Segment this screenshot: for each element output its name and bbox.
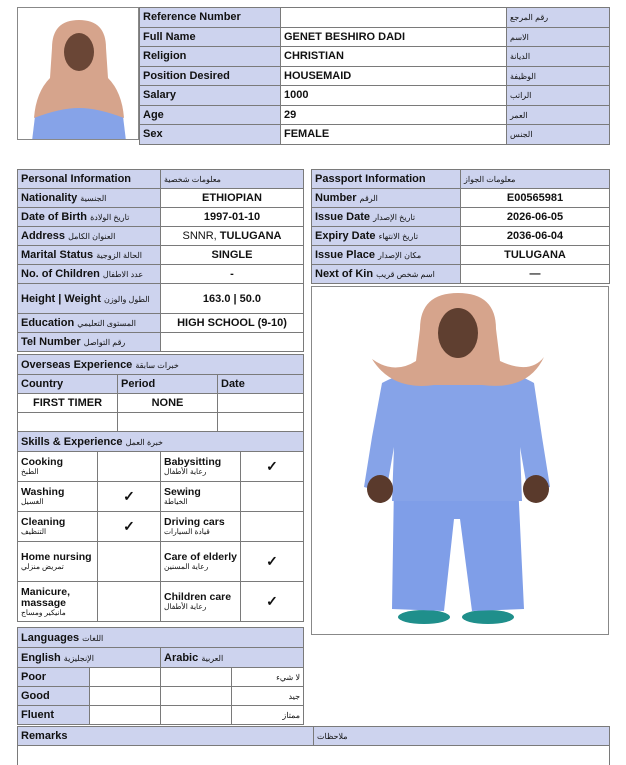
overseas-title: Overseas Experience bbox=[21, 358, 133, 371]
passport-label-ar: تاريخ الانتهاء bbox=[378, 232, 419, 241]
skills-title: Skills & Experience bbox=[21, 435, 123, 448]
personal-label bbox=[18, 265, 161, 284]
personal-label-ar: تاريخ الولادة bbox=[90, 213, 130, 222]
personal-label bbox=[18, 189, 161, 208]
skill-name bbox=[161, 512, 241, 542]
lang-arabic-level bbox=[161, 706, 232, 725]
top-label-ar bbox=[507, 105, 610, 125]
personal-value: ETHIOPIAN bbox=[161, 189, 304, 208]
lang-arabic-ar: العربية bbox=[201, 653, 224, 663]
lang-level-ar bbox=[232, 668, 304, 687]
personal-value: HIGH SCHOOL (9-10) bbox=[161, 314, 304, 333]
overseas-header-date: Date bbox=[218, 375, 304, 394]
skills-table bbox=[17, 431, 304, 622]
top-value: CHRISTIAN bbox=[281, 47, 507, 67]
passport-label-text: Issue Date bbox=[315, 211, 371, 223]
lang-level-ar bbox=[232, 706, 304, 725]
skill-name bbox=[18, 452, 98, 482]
lang-level-ar-text: ممتاز bbox=[282, 711, 301, 720]
passport-value: 2026-06-05 bbox=[461, 208, 610, 227]
remarks-label-ar: ملاحظات bbox=[317, 732, 348, 741]
personal-info-title: Personal Information bbox=[18, 170, 161, 189]
personal-label-text: Date of Birth bbox=[21, 211, 87, 223]
overseas-date bbox=[218, 394, 304, 413]
top-label: Age bbox=[140, 105, 281, 125]
languages-title: Languages bbox=[21, 631, 80, 644]
skill-check-icon: ✓ bbox=[241, 582, 304, 622]
top-label-ar bbox=[507, 27, 610, 47]
lang-level-ar-text: جيد bbox=[288, 692, 301, 701]
personal-label-ar: رقم التواصل bbox=[83, 338, 126, 347]
skill-check-icon: ✓ bbox=[98, 512, 161, 542]
skill-name-text: Sewing bbox=[164, 486, 201, 498]
top-label: Salary bbox=[140, 86, 281, 106]
top-value: FEMALE bbox=[281, 125, 507, 145]
remarks-label: Remarks bbox=[18, 727, 314, 746]
skill-name-text: Care of elderly bbox=[164, 551, 237, 563]
personal-label bbox=[18, 314, 161, 333]
personal-label-ar: المستوى التعليمي bbox=[77, 319, 136, 328]
skill-name-text: Cleaning bbox=[21, 516, 66, 528]
top-value: HOUSEMAID bbox=[281, 66, 507, 86]
top-value: 29 bbox=[281, 105, 507, 125]
skill-name-ar: التنظيف bbox=[21, 527, 47, 536]
skill-name bbox=[161, 452, 241, 482]
personal-label-ar: عدد الاطفال bbox=[102, 270, 144, 279]
personal-value: 163.0 | 50.0 bbox=[161, 284, 304, 314]
personal-label-text: Marital Status bbox=[21, 249, 94, 261]
top-label-ar-text: الاسم bbox=[510, 32, 529, 42]
skill-check-icon bbox=[98, 582, 161, 622]
passport-label-ar: مكان الإصدار bbox=[378, 251, 422, 260]
top-label: Position Desired bbox=[140, 66, 281, 86]
passport-label bbox=[312, 227, 461, 246]
passport-value: 2036-06-04 bbox=[461, 227, 610, 246]
personal-value-bold: TULUGANA bbox=[219, 230, 282, 242]
personal-label bbox=[18, 333, 161, 352]
passport-label-text: Expiry Date bbox=[315, 230, 376, 242]
lang-level-label: Good bbox=[18, 687, 90, 706]
top-label: Full Name bbox=[140, 27, 281, 47]
top-label-ar bbox=[507, 47, 610, 67]
passport-label-ar: اسم شخص قريب bbox=[376, 270, 435, 279]
skill-name-text: Cooking bbox=[21, 456, 63, 468]
skill-check-icon: ✓ bbox=[98, 482, 161, 512]
skill-check-icon bbox=[98, 542, 161, 582]
top-label-ar-text: الراتب bbox=[510, 91, 532, 101]
top-label-ar bbox=[507, 66, 610, 86]
passport-value: E00565981 bbox=[461, 189, 610, 208]
lang-arabic-level bbox=[161, 668, 232, 687]
personal-label-ar: الحالة الزوجية bbox=[96, 251, 142, 260]
personal-value bbox=[161, 333, 304, 352]
passport-value: — bbox=[461, 265, 610, 284]
top-label-ar bbox=[507, 8, 610, 28]
personal-label bbox=[18, 284, 161, 314]
skill-check-icon bbox=[241, 482, 304, 512]
top-label-ar bbox=[507, 86, 610, 106]
personal-label-text: Height | Weight bbox=[21, 292, 101, 305]
skill-name bbox=[18, 512, 98, 542]
passport-value: TULUGANA bbox=[461, 246, 610, 265]
passport-info-title: Passport Information bbox=[312, 170, 461, 189]
passport-label-text: Issue Place bbox=[315, 249, 375, 261]
personal-label-ar: الطول والوزن bbox=[103, 294, 150, 304]
passport-label-ar: الرقم bbox=[359, 194, 378, 203]
personal-label-text: Education bbox=[21, 317, 75, 329]
skill-name bbox=[18, 542, 98, 582]
personal-label-text: No. of Children bbox=[21, 268, 100, 280]
top-label: Religion bbox=[140, 47, 281, 67]
overseas-country: FIRST TIMER bbox=[18, 394, 118, 413]
passport-info-table bbox=[311, 169, 610, 284]
skill-name-text: Washing bbox=[21, 486, 65, 498]
personal-info-title-ar: معلومات شخصية bbox=[164, 175, 221, 184]
passport-label bbox=[312, 246, 461, 265]
remarks-table bbox=[17, 726, 610, 765]
personal-label bbox=[18, 208, 161, 227]
passport-info-title-ar: معلومات الجواز bbox=[464, 175, 516, 184]
lang-english-level bbox=[90, 668, 161, 687]
overseas-table bbox=[17, 354, 304, 432]
top-label: Sex bbox=[140, 125, 281, 145]
lang-arabic-level bbox=[161, 687, 232, 706]
overseas-header-period: Period bbox=[118, 375, 218, 394]
skill-name-ar: الغسيل bbox=[21, 497, 44, 506]
personal-value: - bbox=[161, 265, 304, 284]
passport-label-ar: تاريخ الإصدار bbox=[373, 213, 416, 222]
skill-name bbox=[161, 542, 241, 582]
applicant-photo-full bbox=[311, 286, 609, 635]
lang-english-level bbox=[90, 687, 161, 706]
top-info-table bbox=[139, 7, 610, 145]
top-label-ar-text: الديانة bbox=[510, 52, 531, 62]
skill-name bbox=[161, 482, 241, 512]
overseas-period: NONE bbox=[118, 394, 218, 413]
top-value: 1000 bbox=[281, 86, 507, 106]
top-label-ar-text: العمر bbox=[510, 110, 528, 120]
personal-label-text: Tel Number bbox=[21, 336, 81, 348]
skill-check-icon: ✓ bbox=[241, 452, 304, 482]
lang-english-ar: الإنجليزية bbox=[63, 653, 94, 663]
skill-name-ar: قيادة السيارات bbox=[164, 527, 210, 536]
personal-value-plain: SNNR, bbox=[182, 230, 220, 242]
lang-english: English bbox=[21, 651, 61, 664]
skill-name bbox=[161, 582, 241, 622]
personal-label-text: Address bbox=[21, 230, 66, 242]
personal-label bbox=[18, 227, 161, 246]
skill-name-ar: تمريض منزلي bbox=[21, 562, 64, 571]
top-label-ar-text: رقم المرجع bbox=[510, 13, 549, 23]
personal-info-table bbox=[17, 169, 304, 352]
languages-table bbox=[17, 627, 304, 725]
applicant-photo-small bbox=[17, 7, 139, 140]
personal-label bbox=[18, 246, 161, 265]
skill-name-ar: رعاية المسنين bbox=[164, 562, 209, 571]
top-label: Reference Number bbox=[140, 8, 281, 28]
lang-level-label: Fluent bbox=[18, 706, 90, 725]
skill-name-ar: رعاية الأطفال bbox=[164, 467, 207, 476]
lang-arabic: Arabic bbox=[164, 651, 199, 664]
overseas-title-ar: خبرات سابقة bbox=[135, 360, 179, 370]
languages-title-ar: اللغات bbox=[82, 633, 104, 643]
skill-name-text: Babysitting bbox=[164, 456, 222, 468]
top-label-ar-text: الجنس bbox=[510, 130, 533, 140]
personal-value bbox=[161, 227, 304, 246]
skill-check-icon: ✓ bbox=[241, 542, 304, 582]
top-label-ar bbox=[507, 125, 610, 145]
passport-label bbox=[312, 208, 461, 227]
personal-value: 1997-01-10 bbox=[161, 208, 304, 227]
remarks-content bbox=[18, 746, 610, 765]
lang-level-ar bbox=[232, 687, 304, 706]
skill-check-icon bbox=[241, 512, 304, 542]
skills-title-ar: خبرة العمل bbox=[125, 437, 163, 447]
skill-name-ar: مانيكير ومساج bbox=[21, 607, 66, 617]
lang-english-level bbox=[90, 706, 161, 725]
overseas-header-country: Country bbox=[18, 375, 118, 394]
skill-name-text: Children care bbox=[164, 591, 232, 603]
lang-level-label: Poor bbox=[18, 668, 90, 687]
skill-name-ar: الخياطة bbox=[164, 497, 188, 506]
personal-value: SINGLE bbox=[161, 246, 304, 265]
passport-label-text: Next of Kin bbox=[315, 268, 374, 280]
skill-name-text: Manicure, massage bbox=[21, 585, 71, 609]
passport-label-text: Number bbox=[315, 192, 357, 204]
skill-check-icon bbox=[98, 452, 161, 482]
top-value bbox=[281, 8, 507, 28]
skill-name bbox=[18, 482, 98, 512]
passport-label bbox=[312, 189, 461, 208]
skill-name-ar: الطبخ bbox=[21, 467, 39, 476]
top-value: GENET BESHIRO DADI bbox=[281, 27, 507, 47]
skill-name bbox=[18, 582, 98, 622]
personal-label-text: Nationality bbox=[21, 192, 78, 204]
top-label-ar-text: الوظيفة bbox=[510, 71, 536, 81]
passport-label bbox=[312, 265, 461, 284]
personal-label-ar: العنوان الكامل bbox=[68, 232, 116, 241]
skill-name-text: Driving cars bbox=[164, 516, 225, 528]
skill-name-ar: رعاية الأطفال bbox=[164, 602, 207, 611]
lang-level-ar-text: لا شيء bbox=[276, 673, 301, 682]
skill-name-text: Home nursing bbox=[21, 551, 92, 563]
personal-label-ar: الجنسية bbox=[80, 194, 107, 203]
